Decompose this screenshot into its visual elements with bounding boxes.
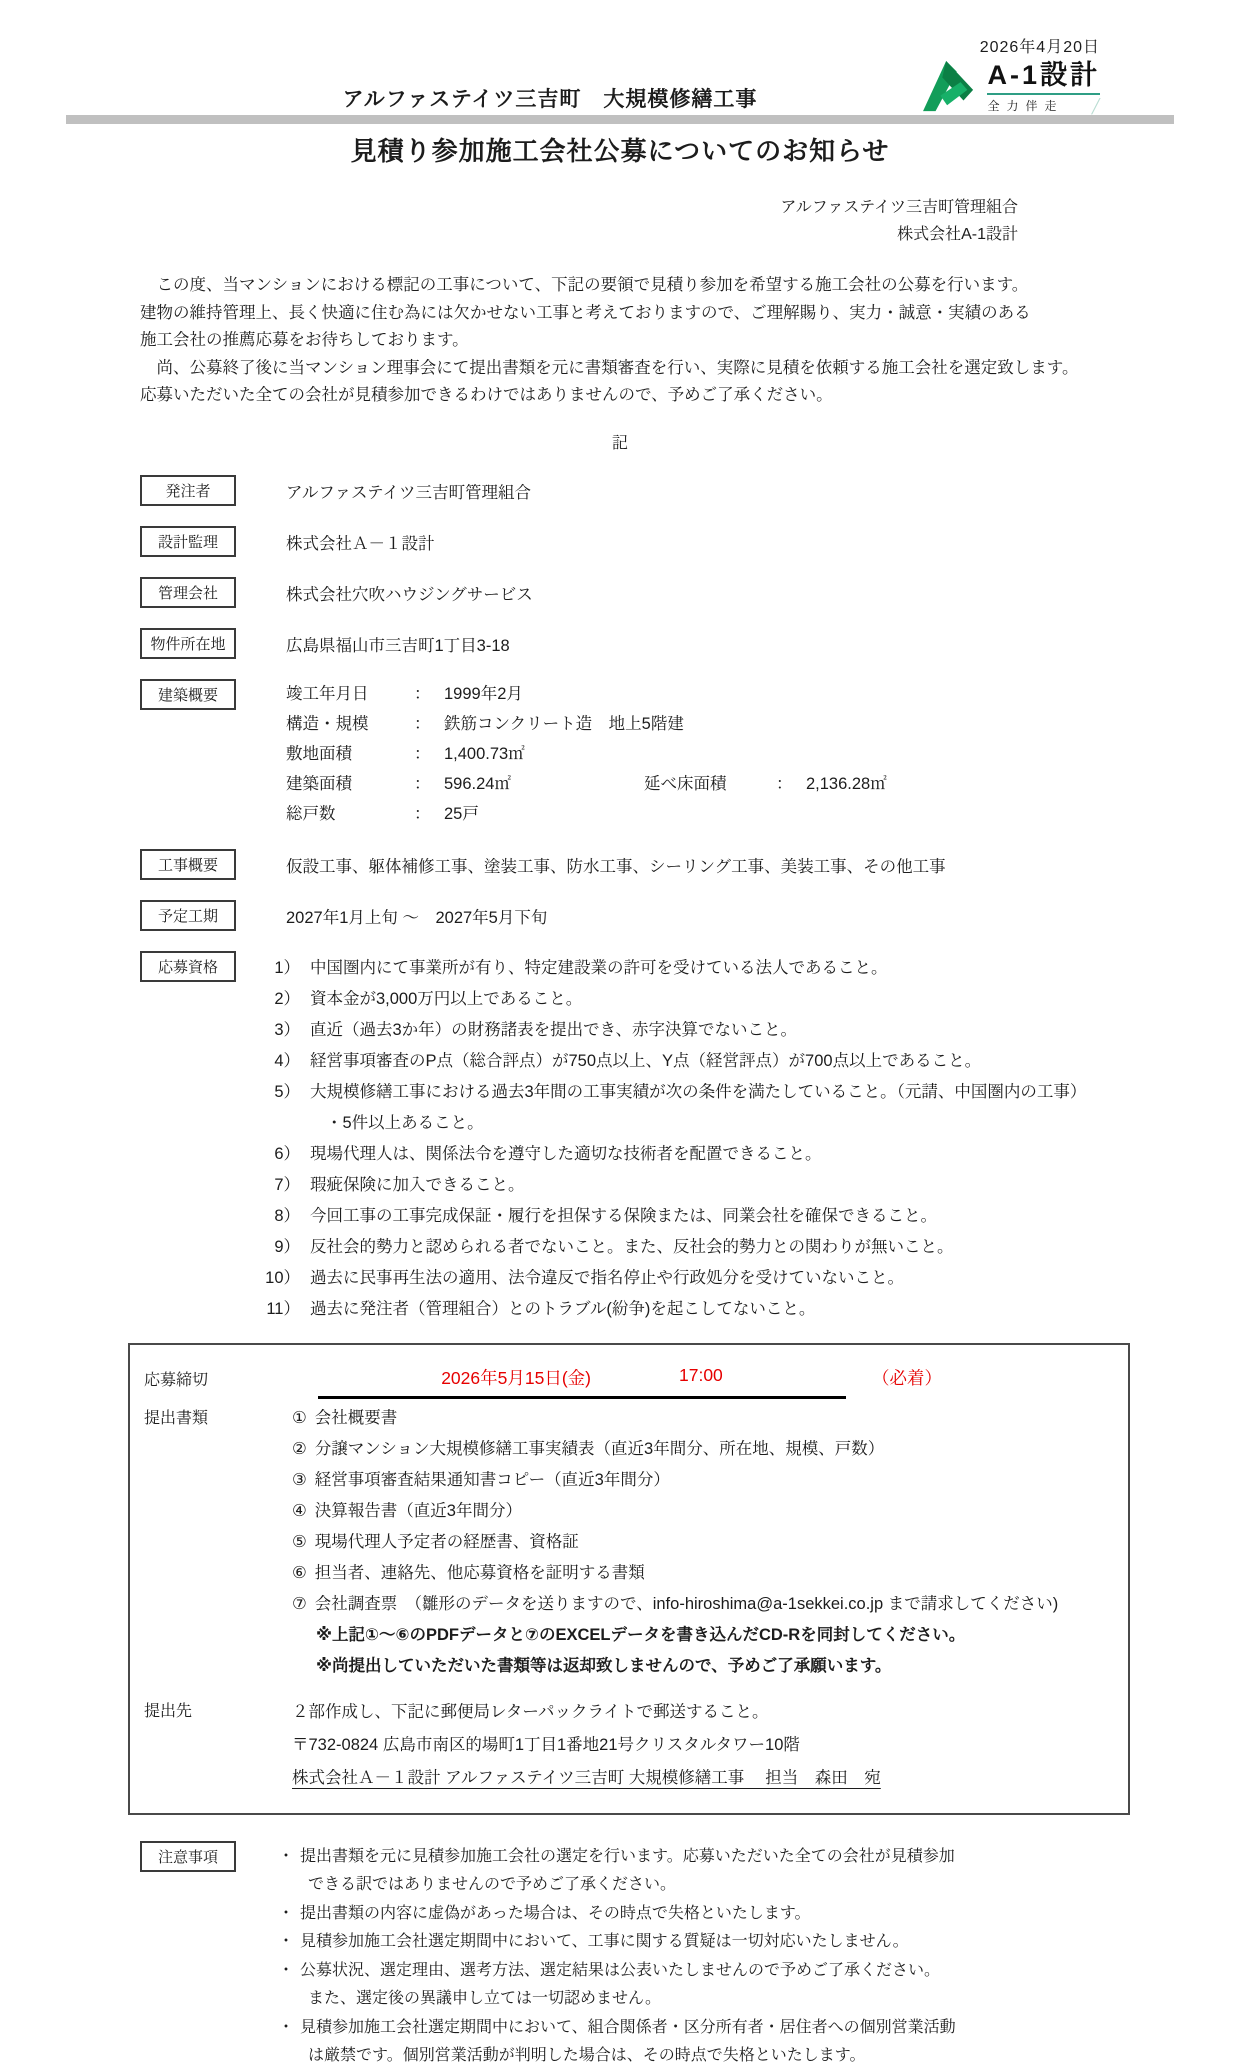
company-logo	[921, 60, 1100, 114]
logo-brand-text: A-1設計	[987, 60, 1100, 90]
submission-addressee-line: 株式会社Ａ－１設計 アルファステイツ三吉町 大規模修繕工事 担当 森田 宛	[292, 1768, 881, 1787]
qualification-item	[236, 1139, 1086, 1170]
qualification-item	[236, 984, 1086, 1015]
building-field-colon: ：	[414, 714, 431, 733]
qualification-item	[236, 1170, 1086, 1201]
notice-item	[278, 1900, 956, 1929]
qualification-item	[236, 1263, 1086, 1294]
document-item	[292, 1589, 1058, 1620]
building-field-colon: ：	[414, 744, 431, 763]
document-item-text: 会社調査票 （雛形のデータを送りますので、info-hiroshima@a-1sekkei.co.jp まで請求してください)	[314, 1594, 1059, 1613]
qualification-item-wrap	[236, 984, 1086, 1015]
building-field-name: 構造・規模	[286, 714, 369, 733]
qualification-text: 今回工事の工事完成保証・履行を担保する保険または、同業会社を確保できること。	[310, 1206, 937, 1225]
intro-line: この度、当マンションにおける標記の工事について、下記の要領で見積り参加を希望する施工会社の公募を行います。	[140, 276, 1029, 294]
schedule-label: 予定工期	[140, 900, 236, 931]
notice-item	[278, 1928, 956, 1957]
qualification-item-wrap	[236, 1077, 1086, 1139]
info-row-label: 物件所在地	[140, 628, 236, 659]
documents-list	[292, 1403, 1058, 1682]
building-field-colon2: ：	[776, 774, 793, 793]
document-item-number: ④	[292, 1501, 307, 1520]
bullet-icon: ・	[278, 1933, 295, 1950]
documents-items	[292, 1403, 1058, 1620]
document-item-text: 会社概要書	[314, 1408, 398, 1427]
deadline-label: 応募締切	[144, 1371, 209, 1389]
documents-note-line: ※上記①～⑥のPDFデータと⑦のEXCELデータを書き込んだCD-Rを同封してください。	[316, 1625, 966, 1644]
building-field-colon: ：	[414, 774, 431, 793]
notice-text: 提出書類の内容に虚偽があった場合は、その時点で失格といたします。	[300, 1904, 811, 1922]
notices-section	[140, 1841, 1240, 2071]
info-row	[140, 526, 1240, 557]
notice-item	[278, 2014, 956, 2071]
info-row-value: 広島県福山市三吉町1丁目3-18	[286, 636, 510, 655]
documents-note-line: ※尚提出していただいた書類等は返却致しませんので、予めご了承願います。	[316, 1656, 892, 1675]
document-item-number: ①	[292, 1408, 307, 1427]
building-field-value2: 2,136.28㎡	[806, 774, 887, 793]
submission-line: 〒732-0824 広島市南区的場町1丁目1番地21号クリスタルタワー10階	[292, 1735, 800, 1754]
bullet-icon: ・	[278, 1961, 295, 1979]
qualifications-section	[140, 951, 1240, 1325]
qualification-item	[236, 1232, 1086, 1263]
qualification-item	[236, 953, 1086, 984]
building-field-colon2	[776, 739, 806, 769]
building-field-colon2	[776, 679, 806, 709]
info-row-value: アルファステイツ三吉町管理組合	[286, 483, 532, 502]
document-item-number: ②	[292, 1439, 307, 1458]
qualification-text: 瑕疵保険に加入できること。	[310, 1175, 525, 1194]
building-field-value: 1999年2月	[444, 684, 523, 703]
document-item-text: 分譲マンション大規模修繕工事実績表（直近3年間分、所在地、規模、戸数）	[314, 1439, 885, 1458]
deadline-underline	[318, 1365, 846, 1399]
qualification-number: 2）	[274, 989, 300, 1008]
intro-line: 建物の維持管理上、長く快適に住む為には欠かせない工事と考えておりますので、ご理解賜り、実力・誠意・実績のある	[140, 303, 1031, 322]
qualification-number: 5）	[274, 1082, 300, 1101]
qualification-item-wrap	[236, 1170, 1086, 1201]
intro-line: 尚、公募終了後に当マンション理事会にて提出書類を元に書類審査を行い、実際に見積を依頼する施工会社を選定致します。	[140, 358, 1079, 377]
info-row	[140, 628, 1240, 659]
info-row	[140, 577, 1240, 608]
qualification-text: 中国圏内にて事業所が有り、特定建設業の許可を受けている法人であること。	[310, 958, 888, 977]
bullet-icon: ・	[278, 2018, 295, 2036]
building-field-colon2	[776, 799, 806, 829]
document-item	[292, 1403, 1058, 1434]
document-item	[292, 1434, 1058, 1465]
issuer-association: アルファステイツ三吉町管理組合	[780, 199, 1018, 216]
qualification-item	[236, 1077, 1086, 1108]
qualification-number: 1）	[274, 958, 300, 977]
notice-text: 公募状況、選定理由、選考方法、選定結果は公表いたしませんので予めご了承ください。	[300, 1961, 941, 1979]
qualification-item	[236, 1201, 1086, 1232]
construction-overview-label: 工事概要	[140, 849, 236, 880]
document-item-number: ③	[292, 1470, 307, 1489]
qualification-text: 過去に民事再生法の適用、法令違反で指名停止や行政処分を受けていないこと。	[310, 1268, 904, 1287]
document-item-text: 経営事項審査結果通知書コピー（直近3年間分）	[314, 1470, 670, 1489]
deadline-note: （必着）	[872, 1367, 942, 1388]
info-row-label: 設計監理	[140, 526, 236, 557]
info-row-value: 株式会社穴吹ハウジングサービス	[286, 585, 533, 604]
qualification-text: 経営事項審査のP点（総合評点）が750点以上、Y点（経営評点）が700点以上であること。	[310, 1051, 982, 1070]
building-field-name2	[644, 739, 776, 769]
submission-row	[130, 1696, 1128, 1795]
info-row-label: 管理会社	[140, 577, 236, 608]
building-overview-row	[286, 709, 887, 739]
building-overview-list	[286, 679, 887, 829]
qualification-item-wrap	[236, 1263, 1086, 1294]
deadline-row	[130, 1365, 1128, 1399]
building-field-name2: 延べ床面積	[644, 774, 727, 793]
qualification-number: 11）	[266, 1299, 300, 1318]
logo-tagline-row	[987, 93, 1100, 114]
issuer-company: 株式会社A-1設計	[897, 226, 1018, 243]
issuer-block	[0, 194, 1240, 248]
building-field-colon: ：	[414, 684, 431, 703]
qualification-number: 9）	[274, 1237, 300, 1256]
document-item	[292, 1465, 1058, 1496]
building-overview-row	[286, 769, 887, 799]
building-field-value: 25戸	[444, 804, 479, 823]
qualification-item	[236, 1046, 1086, 1077]
notice-body	[300, 1957, 940, 2014]
a1-logo-mark-icon	[921, 61, 979, 113]
building-overview-row	[286, 679, 887, 709]
schedule-section	[140, 900, 1240, 931]
intro-line: 施工会社の推薦応募をお待ちしております。	[140, 331, 469, 349]
document-item-text: 担当者、連絡先、他応募資格を証明する書類	[314, 1563, 645, 1582]
building-field-name2	[684, 709, 816, 739]
qualification-number: 4）	[274, 1051, 300, 1070]
qualification-text: 資本金が3,000万円以上であること。	[310, 989, 583, 1008]
bullet-icon: ・	[278, 1904, 295, 1922]
qualification-item-wrap	[236, 1139, 1086, 1170]
notice-body	[300, 2014, 956, 2071]
submission-plain-lines	[292, 1696, 881, 1762]
qualification-number: 3）	[274, 1020, 300, 1039]
intro-line: 応募いただいた全ての会社が見積参加できるわけではありませんので、予めご了承ください。	[140, 386, 833, 404]
building-field-name: 敷地面積	[286, 744, 352, 763]
document-item	[292, 1558, 1058, 1589]
building-field-name: 竣工年月日	[286, 684, 369, 703]
building-field-value: 596.24㎡	[444, 774, 511, 793]
qualifications-label: 応募資格	[140, 951, 236, 982]
notice-body	[300, 1900, 811, 1929]
record-mark: 記	[611, 434, 628, 452]
document-date: 2026年4月20日	[979, 39, 1100, 56]
notices-list	[278, 1843, 956, 2071]
document-title-main: 見積り参加施工会社公募についてのお知らせ	[350, 136, 890, 166]
notice-text: 提出書類を元に見積参加施工会社の選定を行います。応募いただいた全ての会社が見積参加	[300, 1847, 955, 1865]
qualification-text: 大規模修繕工事における過去3年間の工事実績が次の条件を満たしていること。（元請、中国圏内の工事）	[310, 1082, 1087, 1101]
notice-text-continued: できる訳ではありませんので予めご了承ください。	[308, 1876, 677, 1893]
building-field-name2	[644, 679, 776, 709]
logo-slash-icon: ╱	[1091, 97, 1100, 114]
notice-body	[300, 1843, 955, 1900]
notice-body	[300, 1928, 909, 1957]
intro-paragraphs	[140, 272, 1130, 410]
document-item	[292, 1496, 1058, 1527]
notice-text-continued: また、選定後の異議申し立ては一切認めません。	[308, 1990, 661, 2007]
qualifications-list	[236, 953, 1086, 1325]
qualification-item-wrap	[236, 953, 1086, 984]
document-item-number: ⑥	[292, 1563, 307, 1582]
building-field-value: 1,400.73㎡	[444, 744, 525, 763]
qualification-text: 現場代理人は、関係法令を遵守した適切な技術者を配置できること。	[310, 1144, 822, 1163]
title-divider-bar	[66, 115, 1174, 124]
notice-item	[278, 1957, 956, 2014]
qualification-item	[236, 1294, 1086, 1325]
submission-line: ２部作成し、下記に郵便局レターパックライトで郵送すること。	[292, 1702, 769, 1721]
deadline-time: 17:00	[679, 1364, 723, 1385]
building-overview-row	[286, 739, 887, 769]
qualification-item-wrap	[236, 1201, 1086, 1232]
building-overview-label: 建築概要	[140, 679, 236, 710]
qualification-number: 6）	[274, 1144, 300, 1163]
info-row-value: 株式会社Ａ－１設計	[286, 534, 435, 553]
building-field-name: 建築面積	[286, 774, 352, 793]
building-field-colon2	[816, 709, 846, 739]
notice-item	[278, 1843, 956, 1900]
document-item-text: 現場代理人予定者の経歴書、資格証	[314, 1532, 579, 1551]
documents-label: 提出書類	[144, 1409, 209, 1427]
notice-text-continued: は厳禁です。個別営業活動が判明した場合は、その時点で失格といたします。	[308, 2047, 866, 2064]
submission-lines	[292, 1696, 881, 1795]
qualification-item-wrap	[236, 1015, 1086, 1046]
construction-overview-section	[140, 849, 1240, 880]
info-rows	[0, 475, 1240, 659]
qualification-text: 直近（過去3か年）の財務諸表を提出でき、赤字決算でないこと。	[310, 1020, 798, 1039]
qualification-text: 過去に発注者（管理組合）とのトラブル(紛争)を起こしてないこと。	[310, 1299, 816, 1318]
building-field-name2	[644, 799, 776, 829]
document-item-number: ⑦	[292, 1594, 307, 1613]
bullet-icon: ・	[278, 1847, 295, 1865]
building-field-value: 鉄筋コンクリート造 地上5階建	[444, 714, 684, 733]
application-box	[128, 1343, 1130, 1815]
qualification-text: 反社会的勢力と認められる者でないこと。また、反社会的勢力との関わりが無いこと。	[310, 1237, 954, 1256]
building-overview-section	[140, 679, 1240, 829]
submission-label: 提出先	[144, 1702, 193, 1720]
deadline-date: 2026年5月15日(金)	[441, 1367, 591, 1388]
notices-label: 注意事項	[140, 1841, 236, 1872]
info-row	[140, 475, 1240, 506]
document-item-number: ⑤	[292, 1532, 307, 1551]
schedule-value: 2027年1月上旬 ～ 2027年5月下旬	[286, 908, 548, 927]
building-field-colon: ：	[414, 804, 431, 823]
qualification-subitem: ・5件以上あること。	[326, 1113, 484, 1132]
building-overview-row	[286, 799, 887, 829]
construction-overview-value: 仮設工事、躯体補修工事、塗装工事、防水工事、シーリング工事、美装工事、その他工事	[286, 857, 946, 876]
qualification-item-wrap	[236, 1232, 1086, 1263]
qualification-item-wrap	[236, 1046, 1086, 1077]
qualification-number: 8）	[274, 1206, 300, 1225]
documents-row	[130, 1403, 1128, 1682]
document-title-project: アルファステイツ三吉町 大規模修繕工事	[342, 88, 758, 111]
qualification-item-wrap	[236, 1294, 1086, 1325]
documents-notes	[316, 1620, 1058, 1682]
qualification-item	[236, 1015, 1086, 1046]
info-row-label: 発注者	[140, 475, 236, 506]
building-field-name: 総戸数	[286, 804, 336, 823]
document-item-text: 決算報告書（直近3年間分）	[314, 1501, 522, 1520]
document-item	[292, 1527, 1058, 1558]
qualification-number: 10）	[265, 1268, 300, 1287]
notice-text: 見積参加施工会社選定期間中において、工事に関する質疑は一切対応いたしません。	[300, 1933, 909, 1950]
logo-text-block	[987, 60, 1100, 114]
qualification-number: 7）	[274, 1175, 300, 1194]
logo-tagline-text: 全力伴走	[987, 99, 1064, 113]
notice-text: 見積参加施工会社選定期間中において、組合関係者・区分所有者・居住者への個別営業活動	[300, 2018, 956, 2036]
